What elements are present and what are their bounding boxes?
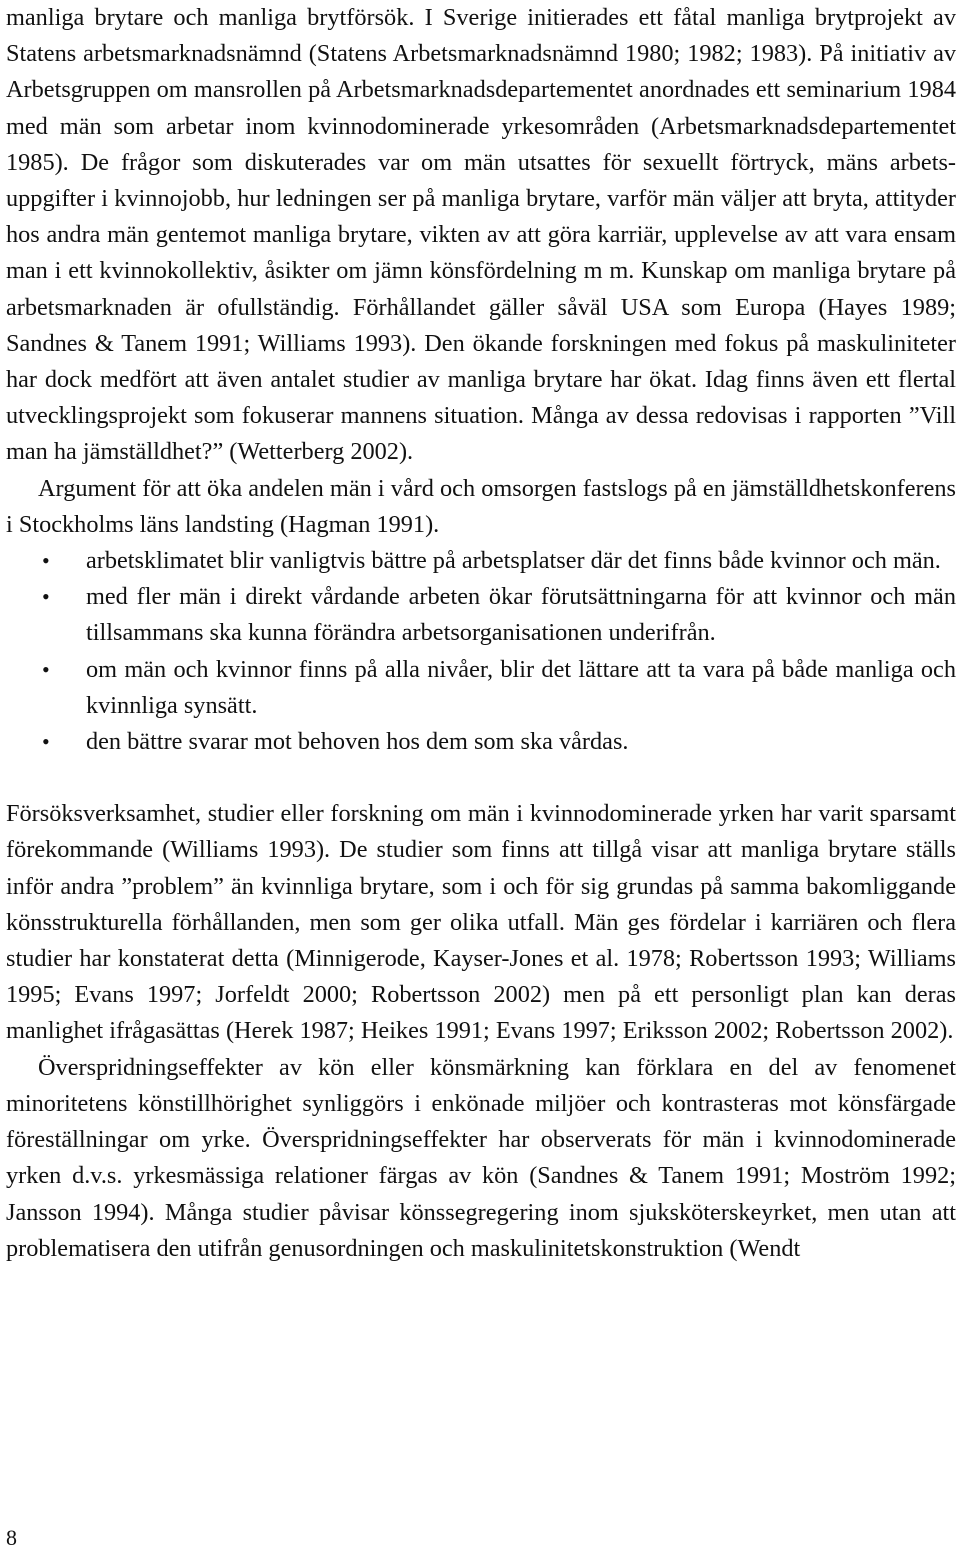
list-item-text: den bättre svarar mot behoven hos dem som ska vårdas. — [86, 728, 629, 756]
list-item — [6, 724, 956, 760]
list-item-text: om män och kvinnor finns på alla nivåer, blir det lättare att ta vara på både manliga och kvinnliga synsätt. — [86, 655, 956, 719]
list-item — [6, 543, 956, 579]
document-page — [6, 0, 956, 1267]
list-item-text: arbetsklimatet blir vanligtvis bättre på arbetsplatser där det finns både kvinnor och män. — [86, 547, 941, 575]
paragraph-forsoksverksamhet: Försöksverksamhet, studier eller forskning om män i kvinnodominerade yrken har varit sparsamt förekommande (Williams 1993). De studier som finns att tillgå visar att manliga brytare ställs inför andra ”problem” än kvinnliga brytare, som i och för sig grundas på samma bakomliggande könsstrukturella förhållanden, men som ger olika utfall. Män ges fördelar i karriären och flera studier har konstaterat detta (Minnigerode, Kayser-Jones et al. 1978; Robertsson 1993; Williams 1995; Evans 1997; Jorfeldt 2000; Robertsson 2002) men på ett personligt plan kan deras manlighet ifrågasättas (Herek 1987; Heikes 1991; Evans 1997; Eriksson 2002; Robertsson 2002). — [6, 800, 956, 1045]
paragraph-argument: Argument för att öka andelen män i vård och omsorgen fastslogs på en jämställdhetskonferens i Stockholms läns landsting (Hagman 1991). — [6, 474, 956, 538]
argument-bullet-list — [6, 543, 956, 760]
bullet-icon: • — [42, 656, 50, 682]
bullet-icon: • — [42, 548, 50, 574]
paragraph-overspridningseffekter: Överspridningseffekter av kön eller könsmärkning kan förklara en del av fenomenet minoritetens könstillhörighet synliggörs i enkönade miljöer och kontrasteras mot könsfärgade föreställningar om yrke. Överspridningseffekter har observerats för män i kvinnodominerade yrken d.v.s. yrkesmässiga relationer färgas av kön (Sandnes & Tanem 1991; Moström 1992; Jansson 1994). Många studier påvisar könssegregering inom sjuksköterskeyrket, men utan att problematisera den utifrån genusordningen och maskulinitetskonstruktion (Wendt — [6, 1053, 956, 1262]
paragraph-manliga-brytare: manliga brytare och manliga brytförsök. I Sverige initierades ett fåtal manliga brytprojekt av Statens arbetsmarknadsnämnd (Statens Arbetsmarknadsnämnd 1980; 1982; 1983). På initiativ av Arbetsgruppen om mansrollen på Arbetsmarknadsdepartementet anordnades ett seminarium 1984 med män som arbetar inom kvinnodominerade yrkesområden (Arbetsmarknadsdepartementet 1985). De frågor som diskuterades var om män utsattes för sexuellt förtryck, mäns arbetsuppgifter i kvinnojobb, hur ledningen ser på manliga brytare, varför män väljer att bryta, attityder hos andra män gentemot manliga brytare, vikten av att göra karriär, upplevelse av att vara ensam man i ett kvinnokollektiv, åsikter om jämn könsfördelning m m. Kunskap om manliga brytare på arbetsmarknaden är ofullständig. Förhållandet gäller såväl USA som Europa (Hayes 1989; Sandnes & Tanem 1991; Williams 1993). Den ökande forskningen med fokus på maskuliniteter har dock medfört att även antalet studier av manliga brytare har ökat. Idag finns även ett flertal utvecklingsprojekt som fokuserar mannens situation. Många av dessa redovisas i rapporten ”Vill man ha jämställdhet?” (Wetterberg 2002). — [6, 4, 956, 466]
list-item-text: med fler män i direkt vårdande arbeten ökar förutsättningarna för att kvinnor och män tillsammans ska kunna förändra arbetsorganisationen underifrån. — [86, 583, 956, 647]
list-item — [6, 652, 956, 724]
bullet-icon: • — [42, 729, 50, 755]
bullet-icon: • — [42, 584, 50, 610]
list-item — [6, 579, 956, 651]
page-number: 8 — [6, 1525, 17, 1550]
